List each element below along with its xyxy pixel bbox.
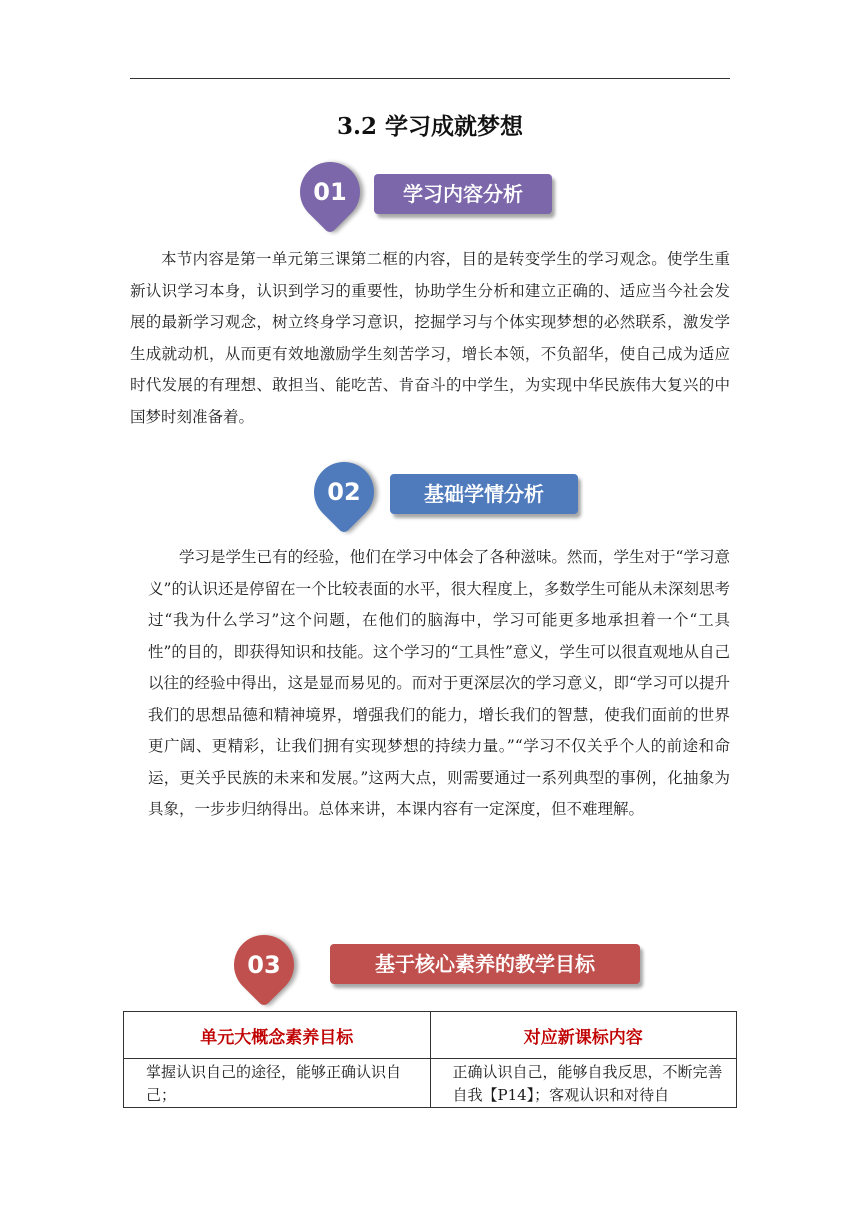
section-02-number: 02 bbox=[327, 478, 361, 506]
table-header-unit-goals: 单元大概念素养目标 bbox=[124, 1012, 431, 1059]
section-01-label: 学习内容分析 bbox=[374, 174, 552, 214]
section-02-paragraph: 学习是学生已有的经验，他们在学习中体会了各种滋味。然而，学生对于“学习意义”的认识还是停留在一个比较表面的水平，很大程度上，多数学生可能从未深刻思考过“我为什么学习”这个问题，在他们的脑海中，学习可能更多地承担着一个“工具性”的目的，即获得知识和技能。这个学习的“工具性”意义，学生可以很直观地从自己以往的经验中得出，这是显而易见的。而对于更深层次的学习意义，即“学习可以提升我们的思想品德和精神境界，增强我们的能力，增长我们的智慧，使我们面前的世界更广阔、更精彩，让我们拥有实现梦想的持续力量。”“学习不仅关乎个人的前途和命运，更关乎民族的未来和发展。”这两大点，则需要通过一系列典型的事例，化抽象为具象，一步步归纳得出。总体来讲，本课内容有一定深度，但不难理解。 bbox=[148, 548, 730, 818]
table-row bbox=[124, 1059, 737, 1108]
section-03-label: 基于核心素养的教学目标 bbox=[330, 944, 640, 984]
page-title: 3.2 学习成就梦想 bbox=[336, 113, 524, 140]
section-02-label: 基础学情分析 bbox=[390, 474, 578, 514]
header-rule bbox=[130, 78, 730, 79]
objectives-table bbox=[123, 1011, 737, 1108]
table-header-curriculum: 对应新课标内容 bbox=[430, 1012, 737, 1059]
table-header-row bbox=[124, 1012, 737, 1059]
table-cell: 正确认识自己，能够自我反思，不断完善自我【P14】；客观认识和对待自 bbox=[430, 1059, 737, 1108]
section-03-number: 03 bbox=[247, 951, 281, 979]
section-01-paragraph: 本节内容是第一单元第三课第二框的内容，目的是转变学生的学习观念。使学生重新认识学习本身，认识到学习的重要性，协助学生分析和建立正确的、适应当今社会发展的最新学习观念，树立终身学习意识，挖掘学习与个体实现梦想的必然联系，激发学生成就动机，从而更有效地激励学生刻苦学习，增长本领，不负韶华，使自己成为适应时代发展的有理想、敢担当、能吃苦、肯奋斗的中学生，为实现中华民族伟大复兴的中国梦时刻准备着。 bbox=[130, 250, 730, 426]
section-01-number: 01 bbox=[313, 178, 347, 206]
table-cell: 掌握认识自己的途径，能够正确认识自己； bbox=[124, 1059, 431, 1108]
